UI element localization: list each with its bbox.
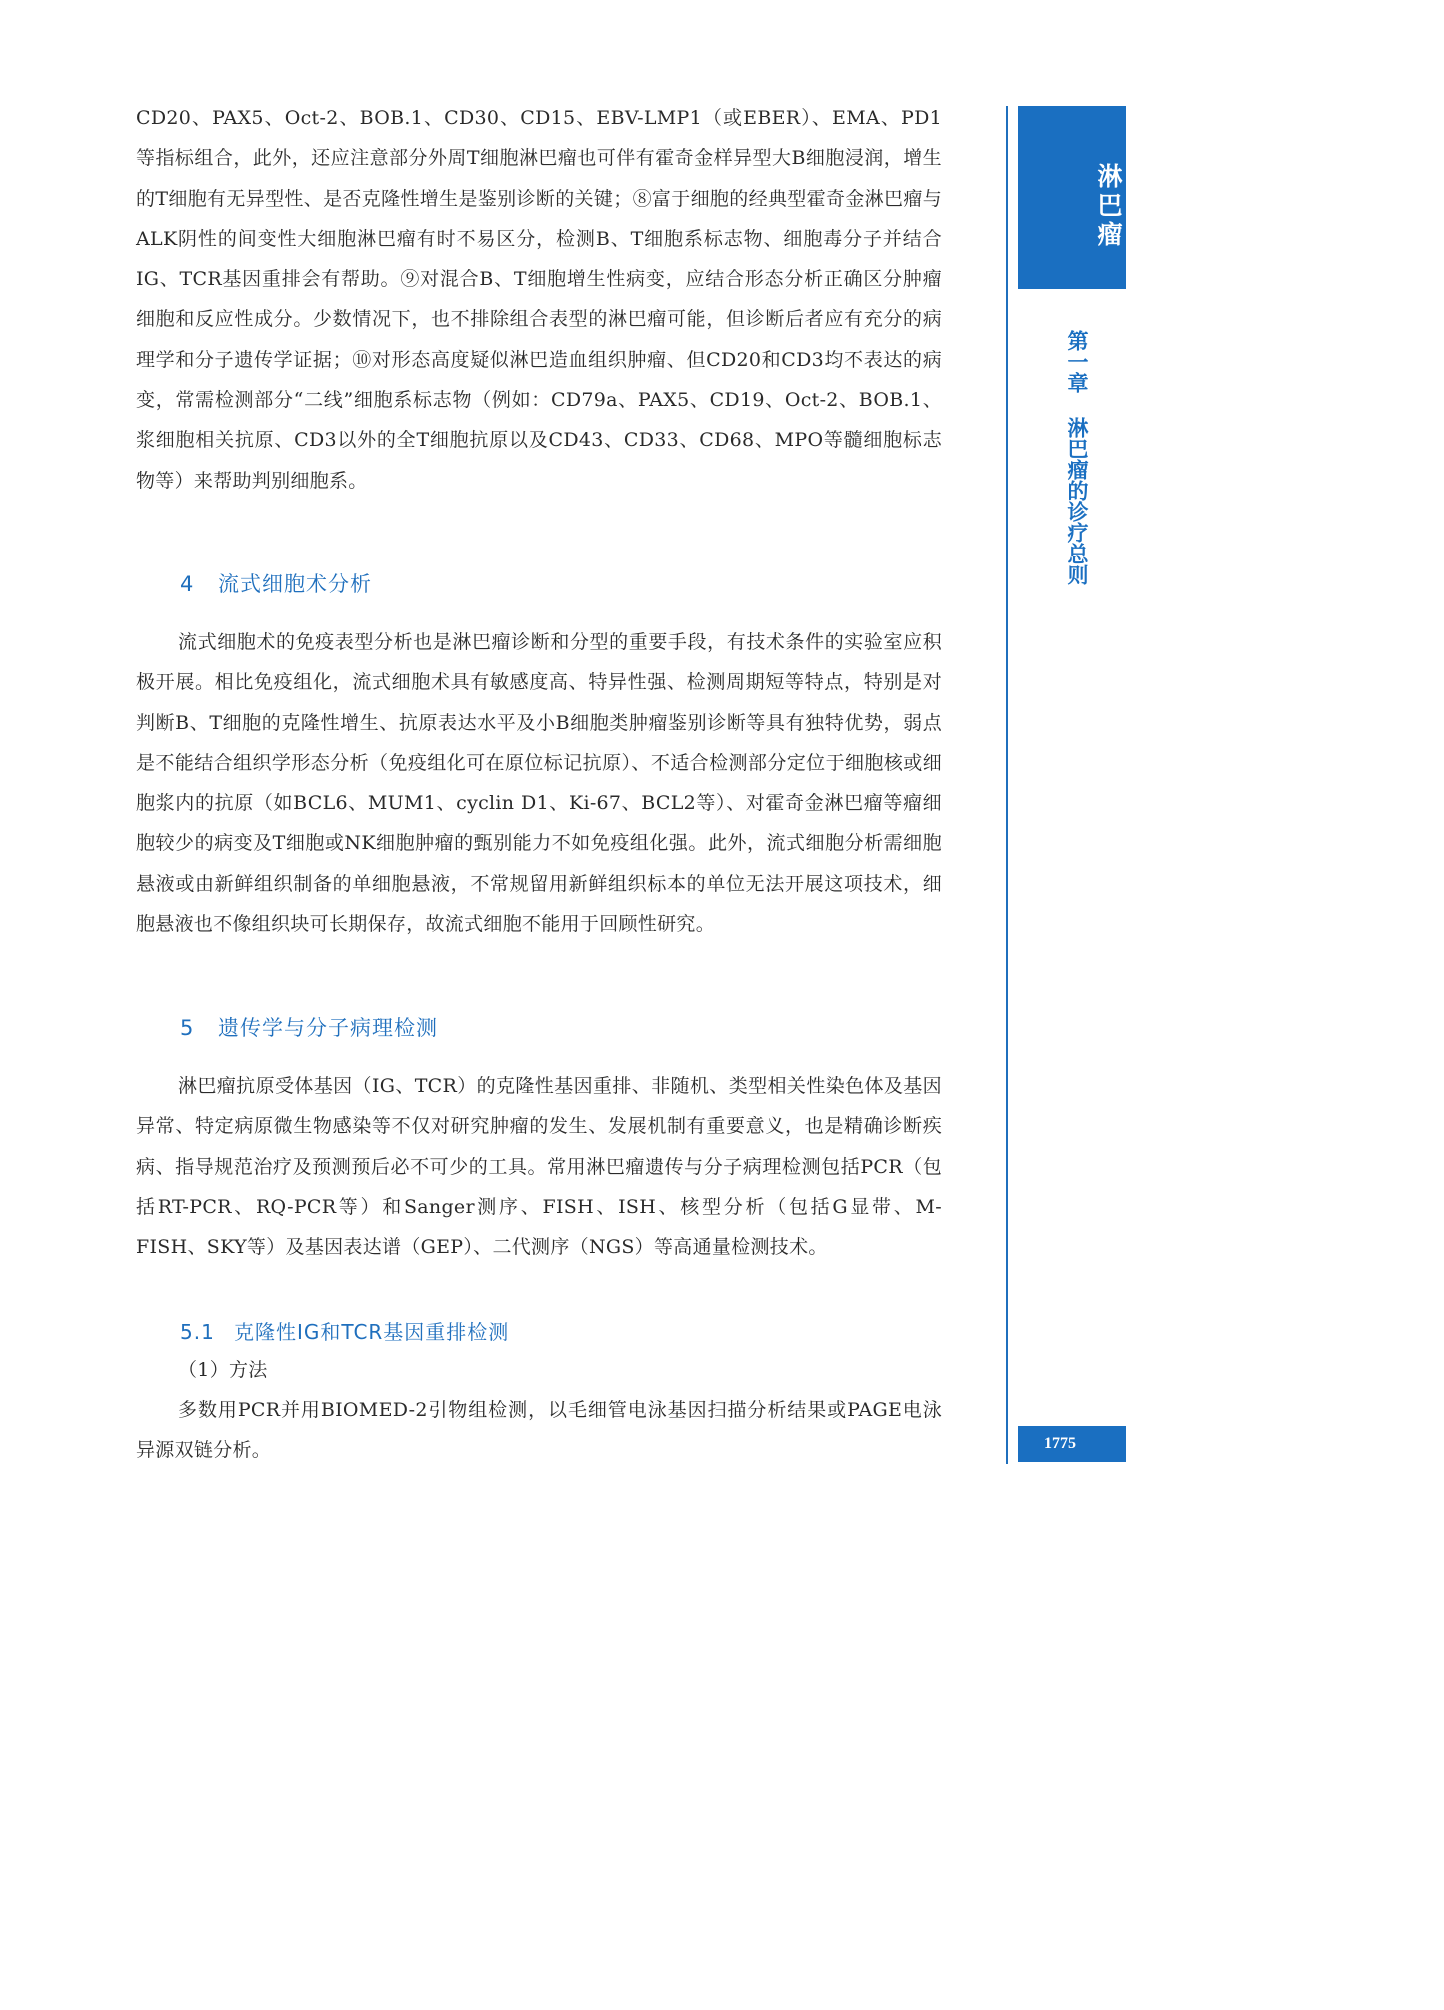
section-4-number: 4: [180, 572, 195, 596]
chapter-title: 第一章 淋巴瘤的诊疗总则: [1065, 330, 1089, 585]
section-5-1-paragraph: 多数用PCR并用BIOMED-2引物组检测，以毛细管电泳基因扫描分析结果或PAGE电泳异源双链分析。: [136, 1399, 942, 1462]
side-tab: [1018, 106, 1126, 289]
intro-paragraph: CD20、PAX5、Oct-2、BOB.1、CD30、CD15、EBV-LMP1（或EBER）、EMA、PD1等指标组合，此外，还应注意部分外周T细胞淋巴瘤也可伴有霍奇金样异型大B细胞浸润，增生的T细胞有无异型性、是否克隆性增生是鉴别诊断的关键；⑧富于细胞的经典型霍奇金淋巴瘤与ALK阴性的间变性大细胞淋巴瘤有时不易区分，检测B、T细胞系标志物、细胞毒分子并结合IG、TCR基因重排会有帮助。⑨对混合B、T细胞增生性病变，应结合形态分析正确区分肿瘤细胞和反应性成分。少数情况下，也不排除组合表型的淋巴瘤可能，但诊断后者应有充分的病理学和分子遗传学证据；⑩对形态高度疑似淋巴造血组织肿瘤、但CD20和CD3均不表达的病变，常需检测部分“二线”细胞系标志物（例如：CD79a、PAX5、CD19、Oct-2、BOB.1、浆细胞相关抗原、CD3以外的全T细胞抗原以及CD43、CD33、CD68、MPO等髓细胞标志物等）来帮助判别细胞系。: [136, 107, 942, 492]
margin-rule: [1006, 106, 1008, 1464]
section-4-heading: [180, 568, 372, 598]
section-4-paragraph: 流式细胞术的免疫表型分析也是淋巴瘤诊断和分型的重要手段，有技术条件的实验室应积极开展。相比免疫组化，流式细胞术具有敏感度高、特异性强、检测周期短等特点，特别是对判断B、T细胞的克隆性增生、抗原表达水平及小B细胞类肿瘤鉴别诊断等具有独特优势，弱点是不能结合组织学形态分析（免疫组化可在原位标记抗原）、不适合检测部分定位于细胞核或细胞浆内的抗原（如BCL6、MUM1、cyclin D1、Ki-67、BCL2等）、对霍奇金淋巴瘤等瘤细胞较少的病变及T细胞或NK细胞肿瘤的甄别能力不如免疫组化强。此外，流式细胞分析需细胞悬液或由新鲜组织制备的单细胞悬液，不常规留用新鲜组织标本的单位无法开展这项技术，细胞悬液也不像组织块可长期保存，故流式细胞不能用于回顾性研究。: [136, 631, 942, 936]
section-5-1-heading: [180, 1316, 509, 1345]
section-5-paragraph: 淋巴瘤抗原受体基因（IG、TCR）的克隆性基因重排、非随机、类型相关性染色体及基因异常、特定病原微生物感染等不仅对研究肿瘤的发生、发展机制有重要意义，也是精确诊断疾病、指导规范治疗及预测预后必不可少的工具。常用淋巴瘤遗传与分子病理检测包括PCR（包括RT-PCR、RQ-PCR等）和Sanger测序、FISH、ISH、核型分析（包括G显带、M-FISH、SKY等）及基因表达谱（GEP）、二代测序（NGS）等高通量检测技术。: [136, 1075, 942, 1259]
side-tab-label: 淋巴瘤: [1094, 162, 1123, 250]
section-5-title: 遗传学与分子病理检测: [218, 1016, 438, 1040]
section-5-heading: [180, 1012, 438, 1042]
item-label: （1）方法: [178, 1359, 268, 1381]
page-number-tab: [1018, 1426, 1126, 1462]
section-5-1-title: 克隆性IG和TCR基因重排检测: [234, 1320, 510, 1344]
section-4-title: 流式细胞术分析: [218, 572, 372, 596]
page-number: 1775: [1044, 1435, 1076, 1452]
section-5-number: 5: [180, 1016, 195, 1040]
section-5-1-number: 5.1: [180, 1320, 215, 1344]
